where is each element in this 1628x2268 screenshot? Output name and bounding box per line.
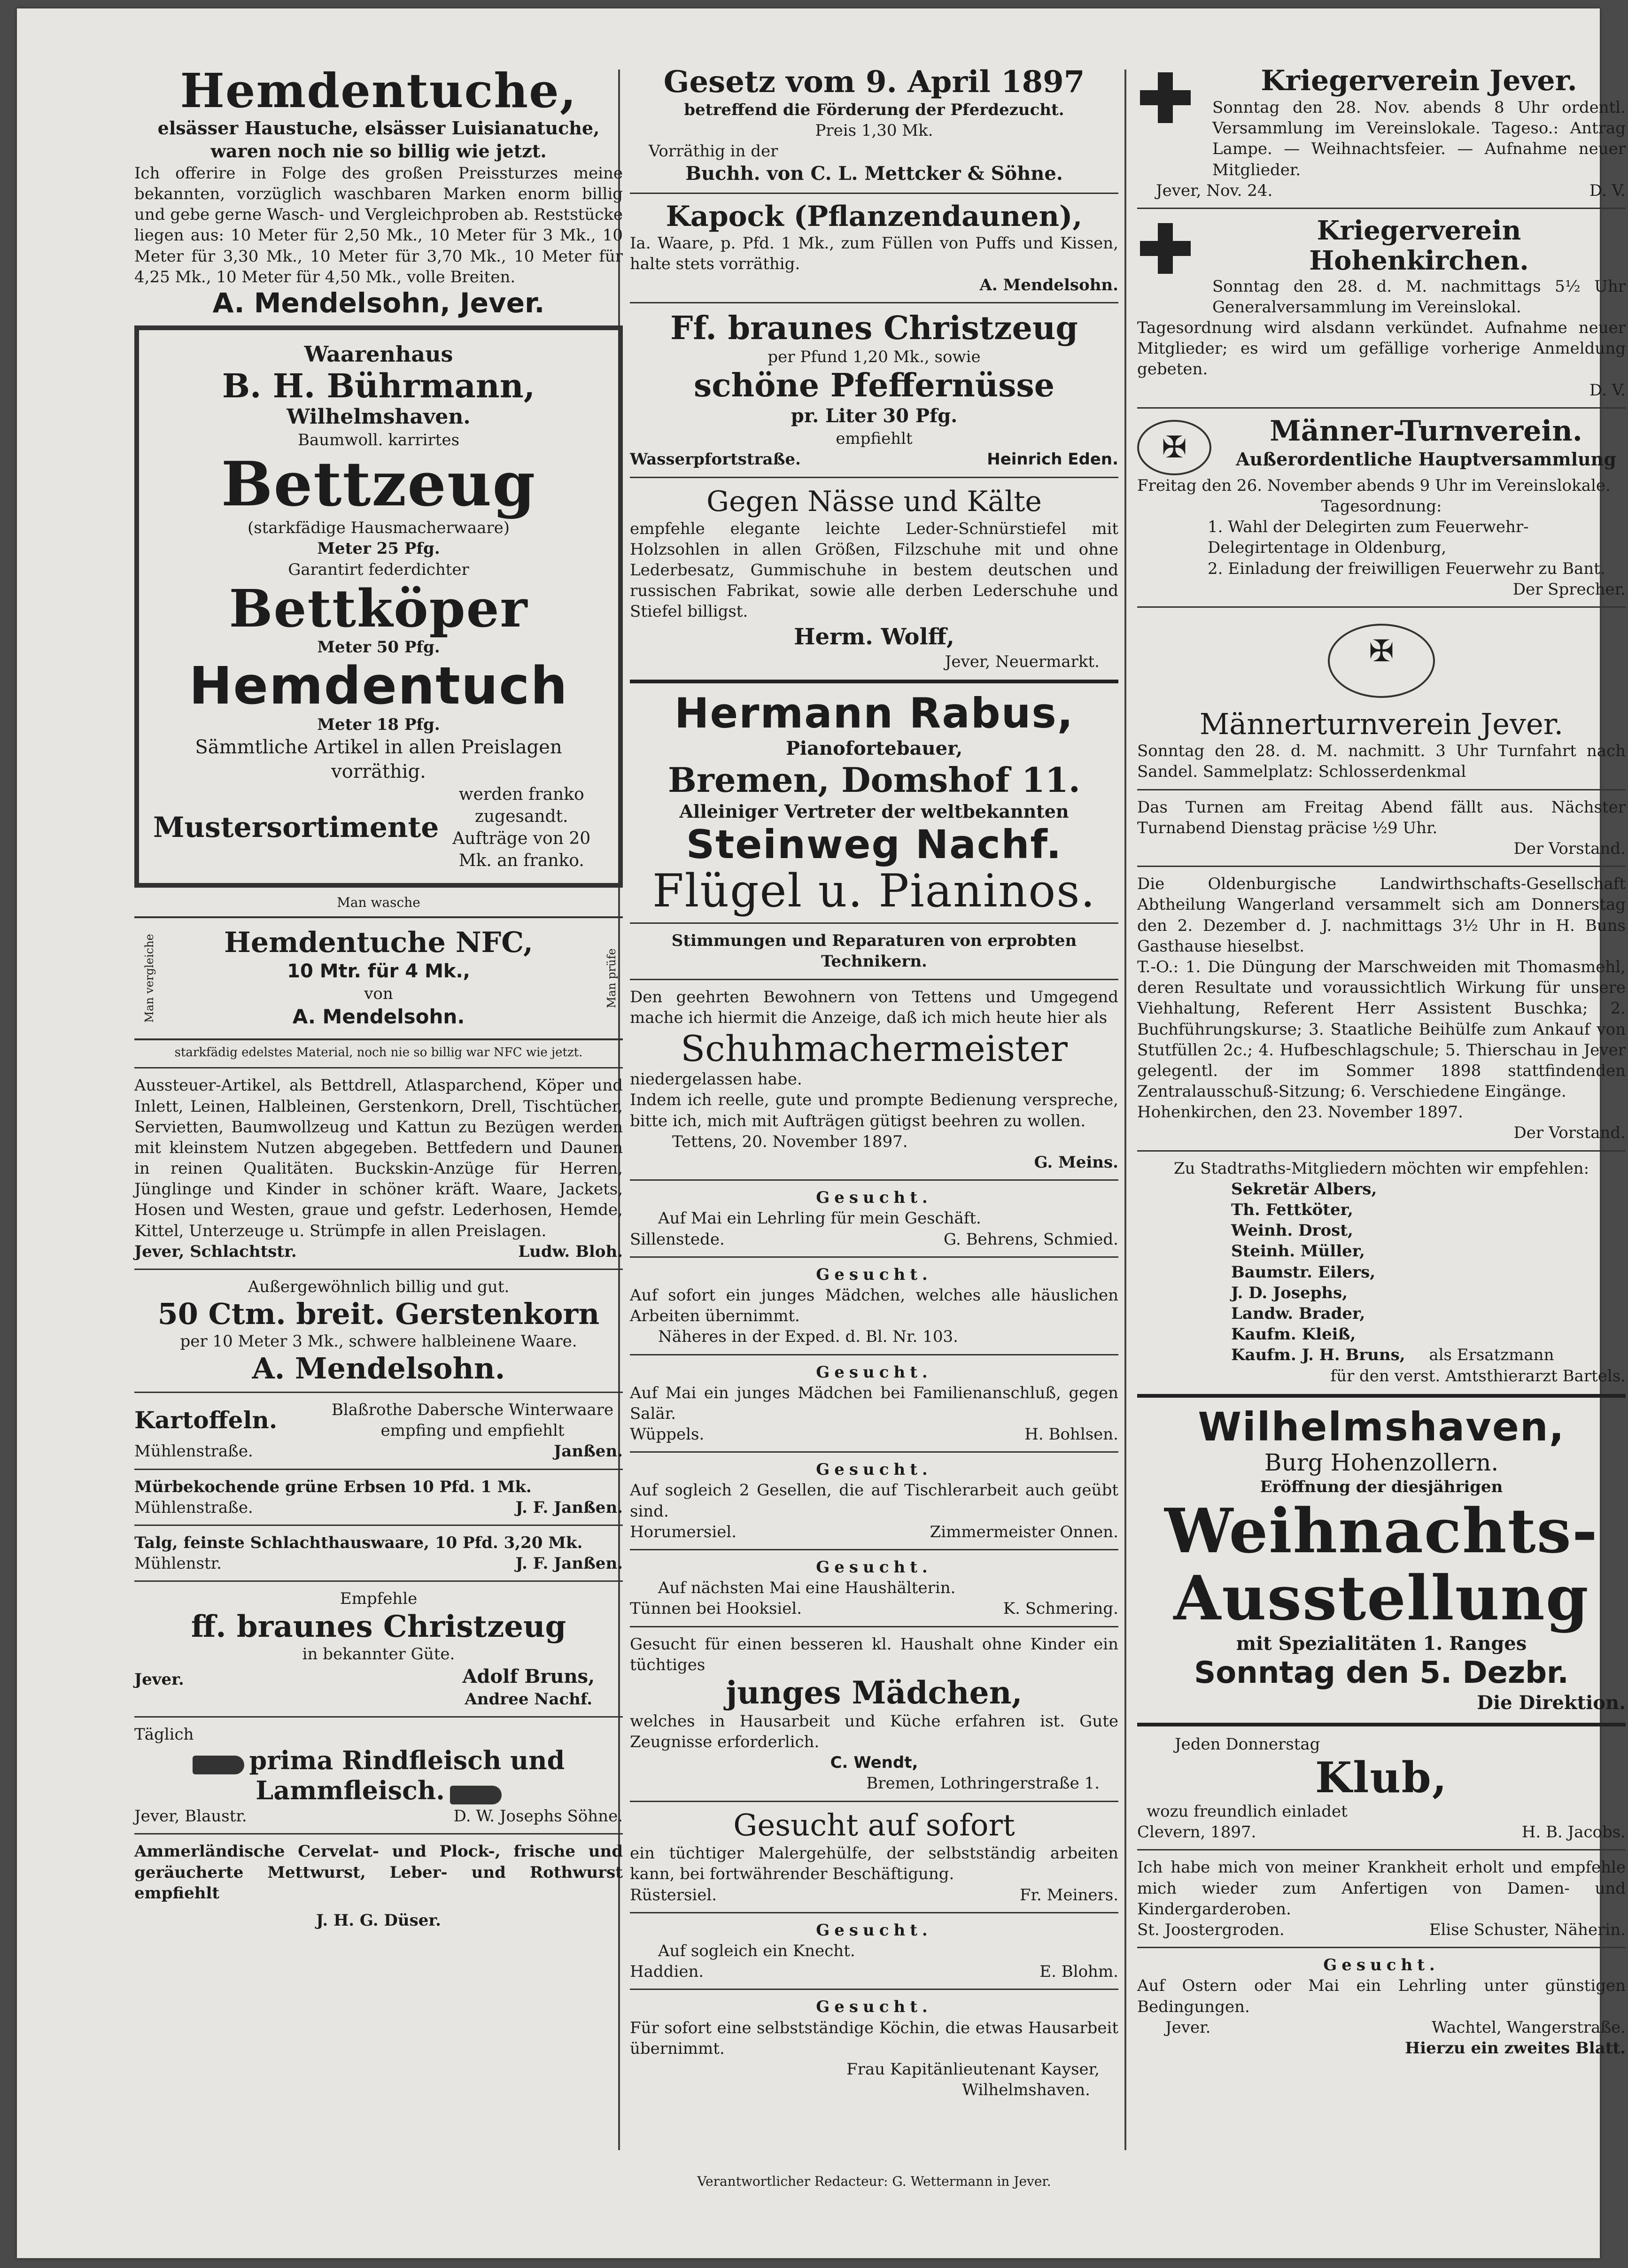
nfc-price: 10 Mtr. für 4 Mk.,	[287, 960, 470, 982]
ad-subtitle: betreffend die Förderung der Pferdezucht.	[684, 100, 1064, 119]
ad-gesucht-4	[630, 1459, 1118, 1542]
ad-place: Jever, Nov. 24.	[1156, 181, 1273, 200]
separator	[1137, 1947, 1626, 1948]
ad-place: Mühlenstraße.	[134, 1442, 253, 1461]
separator	[1137, 789, 1626, 790]
ad-signature: J. F. Janßen.	[515, 1554, 623, 1573]
ad-title: junges Mädchen,	[726, 1674, 1023, 1711]
ad-signature: G. Behrens, Schmied.	[944, 1230, 1118, 1249]
separator	[630, 1179, 1118, 1181]
ad-kriegerverein-hohenkirchen	[1137, 216, 1626, 401]
ad-gesucht-3	[630, 1362, 1118, 1445]
ad-signature: C. Wendt,	[830, 1753, 918, 1773]
ad-place: Jever.	[1165, 2018, 1211, 2037]
ad-title: schöne Pfeffernüsse	[693, 367, 1055, 405]
ad-footer-row	[630, 449, 1118, 470]
ad-body: Sonntag den 28. Nov. abends 8 Uhr ordentl. Versammlung im Vereinslokale. Tageso.: Antrag Lampe. — Weihnachtsfeier. — Aufnahme neuer Mitglieder.	[1212, 98, 1626, 179]
separator	[630, 1549, 1118, 1550]
ad-city: Bremen, Domshof 11.	[668, 759, 1080, 800]
ad-gesucht-7	[630, 1997, 1118, 2100]
ad-title: Lammfleisch.	[256, 1775, 445, 1806]
box-line: Garantirt federdichter	[288, 560, 469, 579]
pointing-hand-icon	[193, 1756, 244, 1774]
ad-date: Sonntag den 5. Dezbr.	[1194, 1656, 1569, 1691]
separator	[630, 1912, 1118, 1913]
ad-klub	[1137, 1734, 1626, 1843]
separator	[1137, 208, 1626, 209]
ad-erbsen	[134, 1477, 623, 1518]
ad-gesucht-6	[630, 1920, 1118, 1982]
ad-body: Vorräthig in der	[649, 141, 778, 161]
ad-body: empfiehlt	[836, 429, 913, 449]
nfc-right: Man prüfe	[605, 948, 618, 1008]
ad-title: Hermann Rabus,	[674, 689, 1074, 738]
ad-body: niedergelassen habe.	[630, 1070, 802, 1089]
box-line: Sämmtliche Artikel in allen Preislagen vorräthig.	[195, 736, 562, 783]
ad-gesucht-1	[630, 1187, 1118, 1250]
ad-christzeug-bruns	[134, 1588, 623, 1710]
ad-body: Blaßrothe Dabersche Winterwaare empfing und empfiehlt	[331, 1401, 614, 1440]
ad-weihnachtsausstellung	[1137, 1405, 1626, 1715]
ad-title: Männer-Turnverein.	[1270, 414, 1582, 448]
ad-signature: A. Mendelsohn.	[979, 275, 1118, 294]
ad-place: Clevern, 1897.	[1137, 1823, 1256, 1842]
separator	[1137, 606, 1626, 608]
ad-heading: Zu Stadtraths-Mitgliedern möchten wir empfehlen:	[1173, 1159, 1589, 1178]
ad-title: Flügel u. Pianinos.	[652, 864, 1096, 917]
ad-kriegerverein-jever	[1137, 65, 1626, 201]
ad-price: per Pfund 1,20 Mk., sowie	[767, 347, 981, 366]
column-2	[630, 65, 1118, 2150]
ad-place: Mühlenstr.	[134, 1554, 222, 1573]
ad-signature: Andree Nachf.	[465, 1690, 593, 1709]
ad-address: Bremen, Lothringerstraße 1.	[866, 1774, 1100, 1793]
ad-footer-row	[134, 1441, 623, 1462]
ad-price: Preis 1,30 Mk.	[815, 121, 933, 140]
ad-date: Hohenkirchen, den 23. November 1897.	[1137, 1103, 1463, 1122]
ad-title: Ausstellung	[1173, 1562, 1589, 1634]
box-line: Meter 25 Pfg.	[317, 539, 440, 558]
separator	[134, 1269, 623, 1270]
ad-heading: Gesucht.	[816, 1362, 932, 1382]
box-line: Baumwoll. karrirtes	[297, 431, 460, 450]
ad-head-row	[1137, 415, 1626, 475]
ad-body: Den geehrten Bewohnern von Tettens und Umgegend mache ich hiermit die Anzeige, daß ich mich heute hier als	[630, 987, 1118, 1027]
ad-place: Jever, Blaustr.	[134, 1807, 247, 1826]
ad-body: welches in Hausarbeit und Küche erfahren ist. Gute Zeugnisse erforderlich.	[630, 1711, 1118, 1752]
ad-place: Haddien.	[630, 1962, 704, 1982]
box-line: (starkfädige Hausmacherwaare)	[247, 519, 510, 538]
ad-body: Ia. Waare, p. Pfd. 1 Mk., zum Füllen von Puffs und Kissen, halte stets vorräthig.	[630, 234, 1118, 274]
ad-title: Klub,	[1315, 1753, 1448, 1803]
iron-cross-icon	[1137, 220, 1194, 277]
list-item	[1231, 1345, 1626, 1365]
column-3	[1137, 65, 1626, 2150]
box-line: Meter 50 Pfg.	[317, 637, 440, 657]
ad-title: Kapock (Pflanzendaunen),	[666, 200, 1083, 233]
separator	[1137, 1150, 1626, 1152]
ad-body: Ich offerire in Folge des großen Preissturzes meine bekannten, vorzüglich waschbaren Marken enorm billig und gebe gerne Wasch- und Vergleichproben ab. Reststücke liegen aus: 10 Meter für 2,50 Mk., 10 Meter für 3 Mk., 10 Meter für 3,30 Mk., 10 Meter für 3,70 Mk., 10 Meter für 4,25 Mk., 10 Meter für 4,50 Mk., volle Breiten.	[134, 163, 623, 286]
ad-footer-row	[630, 1885, 1118, 1905]
ad-signature: Der Vorstand.	[1513, 839, 1626, 859]
list-item: Landw. Brader,	[1231, 1304, 1365, 1323]
separator	[1137, 866, 1626, 867]
separator	[630, 193, 1118, 194]
ad-junges-maedchen	[630, 1634, 1118, 1794]
box-line: Meter 18 Pfg.	[317, 715, 440, 735]
ad-place: Jever.	[134, 1670, 184, 1689]
ad-title-row	[134, 1775, 623, 1806]
ad-title: Wilhelmshaven,	[1198, 1403, 1565, 1450]
separator	[630, 922, 1118, 924]
list-item: Baumstr. Eilers,	[1231, 1262, 1376, 1282]
ad-signature: Fr. Meiners.	[1019, 1885, 1118, 1904]
ad-landwirthschaft	[1137, 874, 1626, 1143]
ad-body: Auf sogleich ein Knecht.	[658, 1941, 855, 1960]
ad-head-text	[1212, 216, 1626, 317]
ad-signature: G. Meins.	[1034, 1153, 1118, 1172]
ad-body: wozu freundlich einladet	[1147, 1802, 1348, 1821]
ad-signature: Zimmermeister Onnen.	[930, 1522, 1118, 1541]
separator	[630, 1354, 1118, 1355]
column-rule	[1124, 70, 1126, 2150]
ad-signature: D. W. Josephs Söhne.	[453, 1807, 623, 1826]
list-item: Weinh. Drost,	[1231, 1221, 1353, 1240]
ad-heading: Gesucht.	[1323, 1956, 1440, 1975]
nfc-box	[134, 916, 623, 1040]
ad-signature: Heinrich Eden.	[987, 450, 1118, 469]
ad-place: Wasserpfortstraße.	[630, 450, 801, 469]
box-line: Hemdentuch	[189, 656, 568, 716]
ad-body: Indem ich reelle, gute und prompte Bedienung verspreche, bitte ich, mich mit Aufträgen gütigst beehren zu wollen.	[630, 1091, 1118, 1130]
ad-heading: Gesucht.	[816, 1920, 932, 1940]
ad-body: Sonntag den 28. d. M. nachmitt. 3 Uhr Turnfahrt nach Sandel. Sammelplatz: Schlosserdenkmal	[1137, 742, 1626, 782]
ad-signature: Frau Kapitänlieutenant Kayser,	[846, 2059, 1100, 2079]
separator	[630, 1801, 1118, 1802]
ad-signature: H. B. Jacobs.	[1521, 1823, 1626, 1842]
ad-head-row	[1137, 216, 1626, 317]
ad-title-row	[134, 1745, 623, 1776]
ad-place: Jever, Schlachtstr.	[134, 1242, 297, 1261]
ad-subtitle: Pianofortebauer,	[785, 737, 963, 759]
ad-talg	[134, 1533, 623, 1574]
ad-footer-row	[134, 1241, 623, 1262]
ad-body: Ich habe mich von meiner Krankheit erholt und empfehle mich wieder zum Anfertigen von Damen- und Kindergarderoben.	[1137, 1858, 1626, 1919]
ad-footer-row	[630, 1598, 1118, 1619]
ad-footer-row	[134, 1664, 623, 1710]
nfc-top: Man wasche	[337, 895, 420, 911]
ad-footer-row	[1137, 180, 1626, 201]
candidate-list	[1137, 1179, 1626, 1366]
separator	[630, 1451, 1118, 1453]
separator	[630, 1626, 1118, 1627]
ad-rabus	[630, 691, 1118, 972]
turner-cross-emblem-icon	[1328, 624, 1435, 698]
separator	[630, 477, 1118, 478]
ad-naesse	[630, 485, 1118, 673]
separator	[134, 1392, 623, 1393]
ad-body: Auf Mai ein Lehrling für mein Geschäft.	[658, 1209, 981, 1228]
ad-body: T.-O.: 1. Die Düngung der Marschweiden mit Thomasmehl, deren Resultate und voraussichtlich Wirkung für unsere Viehhaltung, Referent Herr Assistent Buschka; 2. Buchführungskurse; 3. Staatliche Beihülfe zum Ankauf von Stutfüllen 2c.; 4. Hufbeschlagschule; 5. Thierschau in Jever gelegentl. der im Sommer 1898 stattfindenden Zentralausschuß-Sitzung; 6. Verschiedene Eingänge.	[1137, 957, 1626, 1101]
ad-sub: in bekannter Güte.	[302, 1645, 455, 1664]
ad-footer: Stimmungen und Reparaturen von erprobten Technikern.	[671, 931, 1077, 971]
ad-body: Auf Mai ein junges Mädchen bei Familienanschluß, gegen Salär.	[630, 1383, 1118, 1423]
iron-cross-icon	[1137, 70, 1194, 126]
ad-signature: A. Mendelsohn, Jever.	[212, 286, 545, 319]
ad-date: Tettens, 20. November 1897.	[672, 1132, 908, 1151]
ad-kartoffeln	[134, 1400, 623, 1462]
ad-signature: Wilhelmshaven.	[962, 2081, 1090, 2100]
ad-subtitle: Eröffnung der diesjährigen	[1260, 1478, 1503, 1497]
ad-body: Auf Ostern oder Mai ein Lehrling unter günstigen Bedingungen.	[1137, 1976, 1626, 2016]
ad-title: Gegen Nässe und Kälte	[706, 485, 1042, 518]
box-row	[153, 784, 604, 872]
editor-footer: Verantwortlicher Redacteur: G. Wettermann in Jever.	[697, 2174, 1051, 2189]
ad-heading: Gesucht.	[816, 1460, 932, 1479]
nfc-signature: A. Mendelsohn.	[292, 1005, 465, 1028]
ad-buehrmann-box	[134, 325, 623, 888]
ad-pre: Täglich	[134, 1725, 194, 1744]
ad-kapock	[630, 201, 1118, 295]
ad-body: Auf sofort ein junges Mädchen, welches alle häuslichen Arbeiten übernimmt.	[630, 1285, 1118, 1326]
ad-signature: H. Bohlsen.	[1024, 1425, 1118, 1444]
ad-signature: E. Blohm.	[1039, 1962, 1118, 1982]
separator	[134, 1833, 623, 1835]
separator	[1137, 407, 1626, 409]
ad-aussteuer	[134, 1075, 623, 1262]
ad-agenda-item: 1. Wahl der Delegirten zum Feuerwehr-Delegirtentage in Oldenburg,	[1208, 518, 1529, 557]
ad-signature: Adolf Bruns,	[462, 1665, 595, 1688]
ad-title: prima Rindfleisch und	[249, 1745, 565, 1775]
ad-body: Gesucht für einen besseren kl. Haushalt ohne Kinder ein tüchtiges	[630, 1634, 1118, 1674]
ad-footer-row	[630, 1424, 1118, 1445]
ad-body: per 10 Meter 3 Mk., schwere halbleinene Waare.	[180, 1331, 577, 1351]
nfc-von: von	[364, 984, 393, 1003]
ad-row	[134, 1400, 623, 1441]
separator	[630, 1256, 1118, 1258]
pointing-hand-icon	[450, 1786, 502, 1804]
ad-place: Mühlenstraße.	[134, 1498, 253, 1517]
ad-hemdentuche	[134, 65, 623, 319]
ad-signature: D. V.	[1589, 380, 1626, 400]
ad-subtitle: waren noch nie so billig wie jetzt.	[210, 140, 547, 162]
ad-subtitle: Burg Hohenzollern.	[1264, 1449, 1499, 1477]
ad-body: Auf sogleich 2 Gesellen, die auf Tischlerarbeit auch geübt sind.	[630, 1481, 1118, 1521]
ad-body: Sonntag den 28. d. M. nachmittags 5½ Uhr Generalversammlung im Vereinslokal.	[1212, 277, 1626, 317]
ad-title: ff. braunes Christzeug	[191, 1609, 566, 1644]
separator	[134, 1580, 623, 1582]
ad-pre: Jeden Donnerstag	[1175, 1734, 1320, 1754]
ad-signature: Der Vorstand.	[1513, 1123, 1626, 1143]
ad-christzeug-eden	[630, 310, 1118, 470]
ad-signature: A. Mendelsohn.	[252, 1351, 505, 1386]
ad-body: Für sofort eine selbstständige Köchin, die etwas Hausarbeit übernimmt.	[630, 2018, 1118, 2058]
ad-signature: J. F. Janßen.	[515, 1498, 623, 1517]
ad-title: Schuhmachermeister	[681, 1027, 1068, 1069]
ad-schuhmacher	[630, 987, 1118, 1173]
ad-signature: D. V.	[1589, 181, 1626, 200]
ad-lehrling	[1137, 1955, 1626, 2059]
ad-title: Ff. braunes Christzeug	[670, 309, 1078, 347]
ad-stadtrath	[1137, 1158, 1626, 1386]
ad-title: Kartoffeln.	[134, 1406, 278, 1434]
ad-title: Kriegerverein Hohenkirchen.	[1309, 215, 1529, 277]
ad-place: Horumersiel.	[630, 1522, 737, 1541]
ad-gesucht-2	[630, 1264, 1118, 1347]
ad-place: Sillenstede.	[630, 1230, 725, 1249]
ad-body: Freitag den 26. November abends 9 Uhr im Vereinslokale.	[1137, 476, 1611, 495]
ad-signature: Die Direktion.	[1477, 1691, 1626, 1714]
separator	[134, 1716, 623, 1718]
ad-heading: Gesucht.	[816, 1997, 932, 2017]
ad-footer: Näheres in der Exped. d. Bl. Nr. 103.	[658, 1327, 958, 1347]
box-line: Bettköper	[229, 578, 528, 639]
ad-footer-row	[1137, 1822, 1626, 1842]
ad-agenda-head: Tagesordnung:	[1321, 497, 1442, 516]
ad-body: Ammerländische Cervelat- und Plock-, frische und geräucherte Mettwurst, Leber- und Rothwurst empfiehlt	[134, 1842, 623, 1903]
ad-note: für den verst. Amtsthierarzt Bartels.	[1330, 1366, 1626, 1386]
ad-signature-block	[462, 1664, 623, 1710]
ad-head-text	[1212, 65, 1626, 180]
ad-footer-row	[1137, 2017, 1626, 2038]
ad-maenner-turnverein	[1137, 415, 1626, 600]
ad-signature: Elise Schuster, Näherin.	[1429, 1920, 1626, 1939]
ad-place: Wüppels.	[630, 1425, 705, 1444]
list-item-note: als Ersatzmann	[1429, 1346, 1554, 1365]
ad-gesetz	[630, 65, 1118, 186]
ad-heading: Gesucht.	[816, 1188, 932, 1208]
box-line: werden franko zugesandt. Aufträge von 20 Mk. an franko.	[452, 785, 591, 870]
separator	[630, 302, 1118, 303]
ad-gesucht-5	[630, 1557, 1118, 1619]
ad-body: Die Oldenburgische Landwirthschafts-Gesellschaft Abtheilung Wangerland versammelt sich am Donnerstag den 2. Dezember d. J. nachmittags 3½ Uhr in H. Buns Gasthause hieselbst.	[1137, 875, 1626, 956]
ad-gerstenkorn	[134, 1277, 623, 1385]
ad-note: Hierzu ein zweites Blatt.	[1405, 2038, 1626, 2058]
ad-title: Weihnachts-	[1164, 1495, 1598, 1567]
ad-body: Das Turnen am Freitag Abend fällt aus. Nächster Turnabend Dienstag präcise ½9 Uhr.	[1137, 797, 1626, 837]
list-item: Sekretär Albers,	[1231, 1179, 1377, 1199]
ad-heading: Gesucht.	[816, 1265, 932, 1284]
nfc-left: Man vergleiche	[143, 934, 156, 1023]
separator	[630, 680, 1118, 683]
ad-pre: Empfehle	[340, 1589, 418, 1609]
ad-wurst	[134, 1841, 623, 1931]
turner-cross-emblem-icon	[1137, 420, 1211, 475]
separator	[1137, 1394, 1626, 1398]
ad-footer-row	[630, 1522, 1118, 1542]
box-line: Wilhelmshaven.	[287, 405, 471, 429]
list-item: J. D. Josephs,	[1231, 1283, 1348, 1302]
ad-subtitle: Alleiniger Vertreter der weltbekannten	[679, 800, 1069, 822]
box-line: Waarenhaus	[304, 341, 453, 367]
separator	[630, 979, 1118, 980]
ad-body: Auf nächsten Mai eine Haushälterin.	[658, 1579, 956, 1598]
ad-footer-row	[630, 1961, 1118, 1982]
ad-agenda-item: 2. Einladung der freiwilligen Feuerwehr zu Bant.	[1208, 559, 1605, 578]
ad-subtitle: mit Spezialitäten 1. Ranges	[1236, 1633, 1527, 1655]
ad-body: empfehle elegante leichte Leder-Schnürstiefel mit Holzsohlen in allen Größen, Filzschuhe mit und ohne Lederbesatz, Gummischuhe in bestem deutschen und russischen Fabrikat, sowie alle derben Lederschuhe und Stiefel billigst.	[630, 519, 1118, 621]
ad-footer-row	[630, 1229, 1118, 1250]
separator	[134, 1525, 623, 1526]
ad-title: Gesucht auf sofort	[733, 1808, 1015, 1843]
ad-body: Mürbekochende grüne Erbsen 10 Pfd. 1 Mk.	[134, 1477, 532, 1496]
ad-maennerturnverein-jever	[1137, 614, 1626, 859]
ad-nfc	[134, 894, 623, 1060]
ad-signature: Wachtel, Wangerstraße.	[1431, 2018, 1626, 2037]
ad-footer-row	[1137, 1920, 1626, 1940]
ad-head-row	[1137, 65, 1626, 180]
list-item: Th. Fettköter,	[1231, 1200, 1353, 1220]
ad-place: St. Joostergroden.	[1137, 1920, 1285, 1939]
ad-signature: K. Schmering.	[1003, 1599, 1118, 1618]
ad-head-text	[1226, 415, 1626, 471]
ad-place: Tünnen bei Hooksiel.	[630, 1599, 802, 1618]
separator	[134, 1067, 623, 1068]
separator	[1137, 1849, 1626, 1850]
ad-subtitle: elsässer Haustuche, elsässer Luisianatuche,	[157, 117, 600, 139]
ad-signature: Janßen.	[554, 1442, 623, 1461]
ad-body: Tagesordnung wird alsdann verkündet. Aufnahme neuer Mitglieder; es wird um gefällige vorherige Anmeldung gebeten.	[1137, 318, 1626, 379]
ad-footer-row	[134, 1806, 623, 1827]
box-line: Bettzeug	[221, 448, 536, 520]
ad-subtitle: Außerordentliche Hauptversammlung	[1236, 448, 1616, 470]
ad-address: Jever, Neuermarkt.	[945, 652, 1100, 671]
ad-footer-row	[134, 1553, 623, 1574]
box-line: B. H. Bührmann,	[222, 366, 535, 405]
separator	[134, 1469, 623, 1470]
ad-title: Kriegerverein Jever.	[1261, 64, 1577, 97]
ad-signature: Buchh. von C. L. Mettcker & Söhne.	[685, 163, 1063, 185]
ad-heading: Gesucht.	[816, 1558, 932, 1577]
column-1	[134, 65, 623, 2150]
ad-title: 50 Ctm. breit. Gerstenkorn	[157, 1297, 600, 1331]
ad-signature: Der Sprecher.	[1512, 580, 1626, 599]
ad-pre: Außergewöhnlich billig und gut.	[248, 1277, 510, 1297]
ad-brand: Steinweg Nachf.	[686, 821, 1062, 868]
separator	[1137, 1723, 1626, 1726]
ad-place: Rüstersiel.	[630, 1885, 717, 1904]
ad-price: pr. Liter 30 Pfg.	[791, 405, 958, 427]
nfc-title: Hemdentuche NFC,	[224, 926, 533, 959]
ad-title: Hemdentuche,	[180, 63, 577, 118]
ad-footer-row	[134, 1497, 623, 1518]
ad-body: ein tüchtiger Malergehülfe, der selbstständig arbeiten kann, bei fortwährender Beschäftigung.	[630, 1844, 1118, 1884]
newspaper-page	[17, 8, 1626, 2258]
ad-schuster	[1137, 1857, 1626, 1940]
ad-signature: Herm. Wolff,	[794, 623, 954, 650]
ad-body: Aussteuer-Artikel, als Bettdrell, Atlasparchend, Köper und Inlett, Leinen, Halbleinen, Gerstenkorn, Drell, Tischtücher, Servietten, Baumwollzeug und Kattun zu Bezügen werden mit kleinstem Nutzen abgegeben. Bettfedern und Daunen in reinen Qualitäten. Buckskin-Anzüge für Herren, Jünglinge und Kinder in schöner kräft. Waare, Jackets, Hosen und Westen, graue und gefstr. Lederhosen, Hemde, Kittel, Unterzeuge u. Strümpfe in allen Preislagen.	[134, 1076, 623, 1240]
ad-signature: J. H. G. Düser.	[316, 1911, 442, 1930]
separator	[630, 1989, 1118, 1990]
ad-title: Gesetz vom 9. April 1897	[663, 64, 1085, 100]
ad-title: Männerturnverein Jever.	[1199, 706, 1564, 741]
ad-body: Talg, feinste Schlachthauswaare, 10 Pfd. 3,20 Mk.	[134, 1533, 583, 1552]
ad-signature: Ludw. Bloh.	[518, 1242, 623, 1261]
list-item-name: Kaufm. J. H. Bruns,	[1231, 1346, 1405, 1365]
box-line: Mustersortimente	[153, 811, 439, 844]
ad-rindfleisch	[134, 1724, 623, 1827]
ad-malergehuelfe	[630, 1809, 1118, 1905]
list-item: Kaufm. Kleiß,	[1231, 1325, 1356, 1344]
list-item: Steinh. Müller,	[1231, 1242, 1365, 1261]
nfc-bottom: starkfädig edelstes Material, noch nie so billig war NFC wie jetzt.	[174, 1045, 583, 1060]
